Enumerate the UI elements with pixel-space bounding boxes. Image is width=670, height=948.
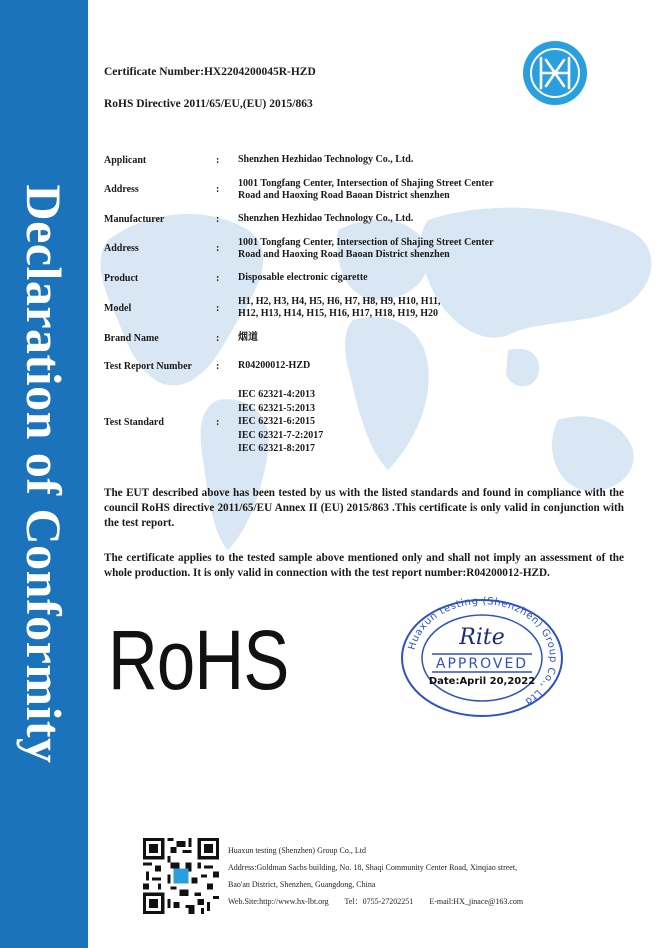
colon: : <box>216 184 220 195</box>
colon: : <box>216 272 220 284</box>
footer-contact <box>228 842 523 910</box>
brand-label: Brand Name <box>104 332 159 344</box>
rohs-logo: RoHS <box>108 613 289 707</box>
footer-company: Huaxun testing (Shenzhen) Group Co., Ltd <box>228 846 366 855</box>
colon: : <box>216 302 220 314</box>
colon: : <box>216 416 220 428</box>
colon: : <box>216 213 220 225</box>
footer-tel: Tel：0755-27202251 <box>344 897 414 906</box>
report-number-label: Test Report Number <box>104 360 192 372</box>
model-label: Model <box>104 302 132 314</box>
standard-item: IEC 62321-5:2013 <box>238 402 315 414</box>
manufacturer-value: Shenzhen Hezhidao Technology Co., Ltd. <box>238 213 414 224</box>
address-value <box>238 173 598 206</box>
address-line: Road and Haoxing Road Baoan District shenzhen <box>238 248 450 260</box>
report-number-value: R04200012-HZD <box>238 360 311 371</box>
standard-item: IEC 62321-4:2013 <box>238 389 315 401</box>
declaration-title: Declaration of Conformity <box>16 184 72 764</box>
standard-item: IEC 62321-7-2:2017 <box>238 429 324 441</box>
colon: : <box>216 243 220 254</box>
footer-contact-line <box>228 893 523 910</box>
brand-value: 烟道 <box>238 332 258 343</box>
colon: : <box>216 154 220 166</box>
address-line: Road and Haoxing Road Baoan District shenzhen <box>238 189 450 201</box>
footer-email: E-mail:HX_jinace@163.com <box>429 897 524 906</box>
stamp-date: Date:April 20,2022 <box>428 676 536 687</box>
test-standard-list <box>238 381 598 463</box>
address-line: 1001 Tongfang Center, Intersection of Shajing Street Center <box>238 236 494 248</box>
compliance-statement: The EUT described above has been tested by us with the listed standards and found in compliance with the council RoHS directive 2011/65/EU Annex II (EU) 2015/863 .This certificate is only valid in conjunction with the test report. <box>104 487 624 529</box>
certificate-details-table <box>104 147 598 463</box>
stamp-approved: APPROVED <box>435 656 529 672</box>
certificate-number: Certificate Number:HX2204200045R-HZD <box>104 66 316 78</box>
test-standard-label: Test Standard <box>104 416 164 428</box>
standard-item: IEC 62321-8:2017 <box>238 443 315 455</box>
applicant-value: Shenzhen Hezhidao Technology Co., Ltd. <box>238 154 414 165</box>
footer-address-line: Address:Goldman Sachs building, No. 18, Shaqi Community Center Road, Xinqiao street, <box>228 863 518 872</box>
stamp-ring-text: Huaxun testing (Shenzhen) Group Co., Ltd <box>406 596 559 708</box>
scope-statement: The certificate applies to the tested sample above mentioned only and shall not imply an assessment of the whole production. It is only valid in connection with the test report number:R04200012-HZD. <box>104 552 624 579</box>
stamp-signature: Rite <box>459 625 505 650</box>
company-logo-icon <box>522 40 588 106</box>
standard-item: IEC 62321-6:2015 <box>238 416 315 428</box>
directive-line: RoHS Directive 2011/65/EU,(EU) 2015/863 <box>104 98 313 110</box>
model-line: H12, H13, H14, H15, H16, H17, H18, H19, H20 <box>238 308 439 319</box>
model-line: H1, H2, H3, H4, H5, H6, H7, H8, H9, H10, H11, <box>238 296 441 307</box>
address-label: Address <box>104 243 139 254</box>
footer-website: Web.Site:http://www.hx-lbt.org <box>228 897 329 906</box>
colon: : <box>216 332 220 344</box>
address-label: Address <box>104 184 139 195</box>
product-label: Product <box>104 272 139 284</box>
manufacturer-label: Manufacturer <box>104 213 165 225</box>
applicant-label: Applicant <box>104 154 147 166</box>
approval-stamp <box>398 596 566 720</box>
colon: : <box>216 360 220 372</box>
qr-code-icon <box>143 838 219 914</box>
product-value: Disposable electronic cigarette <box>238 272 368 283</box>
model-value <box>238 291 598 325</box>
address-value <box>238 232 598 265</box>
sidebar-band <box>0 0 88 948</box>
footer-address-line: Bao'an District, Shenzhen, Guangdong, China <box>228 880 376 889</box>
address-line: 1001 Tongfang Center, Intersection of Shajing Street Center <box>238 177 494 189</box>
